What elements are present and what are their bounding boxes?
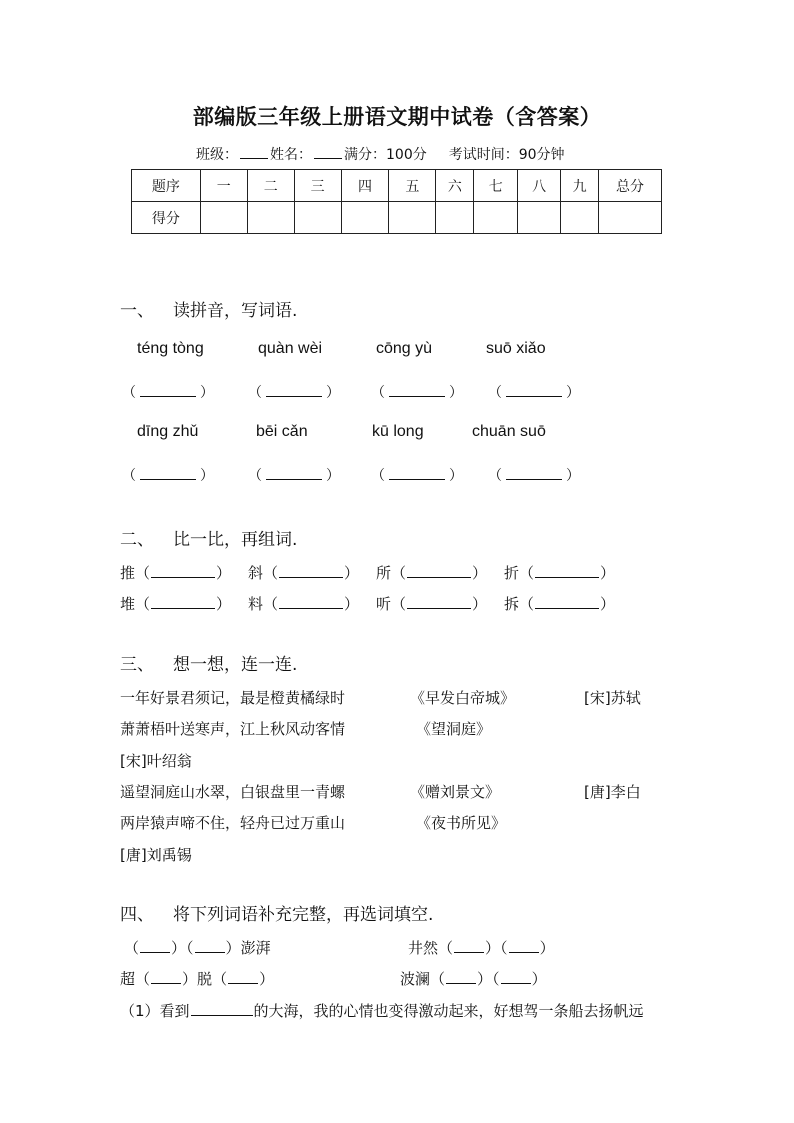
score-header-cell: 总分 — [599, 170, 662, 202]
poem-author[interactable]: [宋]苏轼 — [584, 689, 641, 707]
score-header-row — [132, 170, 662, 202]
section-title: 想一想，连一连. — [173, 655, 298, 675]
pinyin-item: suō xiǎo — [486, 340, 546, 357]
score-header-cell: 三 — [294, 170, 341, 202]
answer-blank[interactable]: （ ） — [122, 385, 214, 401]
exam-time: 考试时间：90分钟 — [448, 147, 565, 163]
word-compare-item[interactable]: 斜（ ） — [248, 564, 360, 582]
score-cell[interactable] — [561, 202, 599, 234]
idiom-item[interactable]: 超（ ）脱（ ） — [120, 970, 275, 988]
score-cell[interactable] — [247, 202, 294, 234]
score-header-cell: 题序 — [132, 170, 201, 202]
poem-verse[interactable]: 一年好景君须记，最是橙黄橘绿时 — [120, 689, 346, 707]
section-title: 比一比，再组词. — [173, 530, 298, 550]
poem-title[interactable]: 《夜书所见》 — [416, 814, 507, 832]
pinyin-item: quàn wèi — [258, 340, 323, 357]
pinyin-item: bēi cǎn — [256, 423, 308, 440]
word-compare-item[interactable]: 料（ ） — [248, 595, 360, 613]
poem-title[interactable]: 《早发白帝城》 — [410, 689, 516, 707]
word-compare-item[interactable]: 堆（ ） — [120, 595, 232, 613]
pinyin-item: dīng zhǔ — [137, 423, 199, 440]
fill-in-sentence[interactable]: （1）看到 的大海，我的心情也变得激动起来，好想驾一条船去扬帆远 — [120, 1002, 644, 1020]
poem-verse[interactable]: 两岸猿声啼不住，轻舟已过万重山 — [120, 814, 346, 832]
answer-blank[interactable]: （ ） — [248, 468, 340, 484]
score-cell[interactable] — [294, 202, 341, 234]
score-cell[interactable] — [474, 202, 518, 234]
page-title: 部编版三年级上册语文期中试卷（含答案） — [192, 104, 602, 129]
score-header-cell: 八 — [518, 170, 561, 202]
word-compare-item[interactable]: 所（ ） — [376, 564, 488, 582]
section-number: 一、 — [120, 301, 154, 321]
score-header-cell: 七 — [474, 170, 518, 202]
score-cell[interactable] — [599, 202, 662, 234]
poem-author[interactable]: [宋]叶绍翁 — [120, 752, 192, 770]
class-blank[interactable] — [240, 148, 268, 159]
section1-heading — [120, 296, 297, 321]
poem-title[interactable]: 《赠刘景文》 — [410, 783, 501, 801]
name-label: 姓名： — [270, 147, 312, 163]
section3-heading — [120, 650, 297, 675]
score-value-row — [132, 202, 662, 234]
score-header-cell: 四 — [341, 170, 389, 202]
section4-heading — [120, 900, 433, 925]
pinyin-item: téng tòng — [137, 340, 204, 357]
idiom-item[interactable]: 波澜（ ）（ ） — [400, 970, 547, 988]
score-cell[interactable] — [518, 202, 561, 234]
score-row-label: 得分 — [132, 202, 201, 234]
word-compare-item[interactable]: 推（ ） — [120, 564, 232, 582]
answer-blank[interactable]: （ ） — [122, 468, 214, 484]
class-label: 班级： — [196, 147, 238, 163]
section-number: 二、 — [120, 530, 154, 550]
pinyin-item: cōng yù — [376, 340, 433, 357]
score-table — [131, 169, 662, 234]
section-title: 将下列词语补充完整，再选词填空. — [173, 905, 434, 925]
score-cell[interactable] — [389, 202, 436, 234]
poem-author[interactable]: [唐]刘禹锡 — [120, 846, 192, 864]
word-compare-item[interactable]: 折（ ） — [504, 564, 616, 582]
idiom-item[interactable]: 井然（ ）（ ） — [408, 939, 555, 957]
poem-verse[interactable]: 遥望洞庭山水翠，白银盘里一青螺 — [120, 783, 346, 801]
poem-verse[interactable]: 萧萧梧叶送寒声，江上秋风动客情 — [120, 720, 346, 738]
score-cell[interactable] — [200, 202, 247, 234]
score-header-cell: 二 — [247, 170, 294, 202]
pinyin-item: kū long — [372, 423, 424, 440]
answer-blank[interactable]: （ ） — [248, 385, 340, 401]
score-header-cell: 五 — [389, 170, 436, 202]
answer-blank[interactable]: （ ） — [371, 468, 463, 484]
full-score: 满分：100分 — [344, 147, 427, 163]
idiom-item[interactable]: （ ）（ ）澎湃 — [124, 939, 271, 957]
score-header-cell: 一 — [200, 170, 247, 202]
name-blank[interactable] — [314, 148, 342, 159]
score-header-cell: 六 — [436, 170, 474, 202]
word-compare-item[interactable]: 听（ ） — [376, 595, 488, 613]
section-number: 四、 — [120, 905, 154, 925]
answer-blank[interactable]: （ ） — [488, 468, 580, 484]
section2-heading — [120, 525, 297, 550]
section-title: 读拼音，写词语. — [173, 301, 298, 321]
exam-info — [196, 144, 565, 164]
score-header-cell: 九 — [561, 170, 599, 202]
pinyin-item: chuān suō — [472, 423, 546, 440]
poem-author[interactable]: [唐]李白 — [584, 783, 641, 801]
answer-blank[interactable]: （ ） — [488, 385, 580, 401]
section-number: 三、 — [120, 655, 154, 675]
score-cell[interactable] — [436, 202, 474, 234]
word-compare-item[interactable]: 拆（ ） — [504, 595, 616, 613]
score-cell[interactable] — [341, 202, 389, 234]
answer-blank[interactable]: （ ） — [371, 385, 463, 401]
poem-title[interactable]: 《望洞庭》 — [416, 720, 492, 738]
